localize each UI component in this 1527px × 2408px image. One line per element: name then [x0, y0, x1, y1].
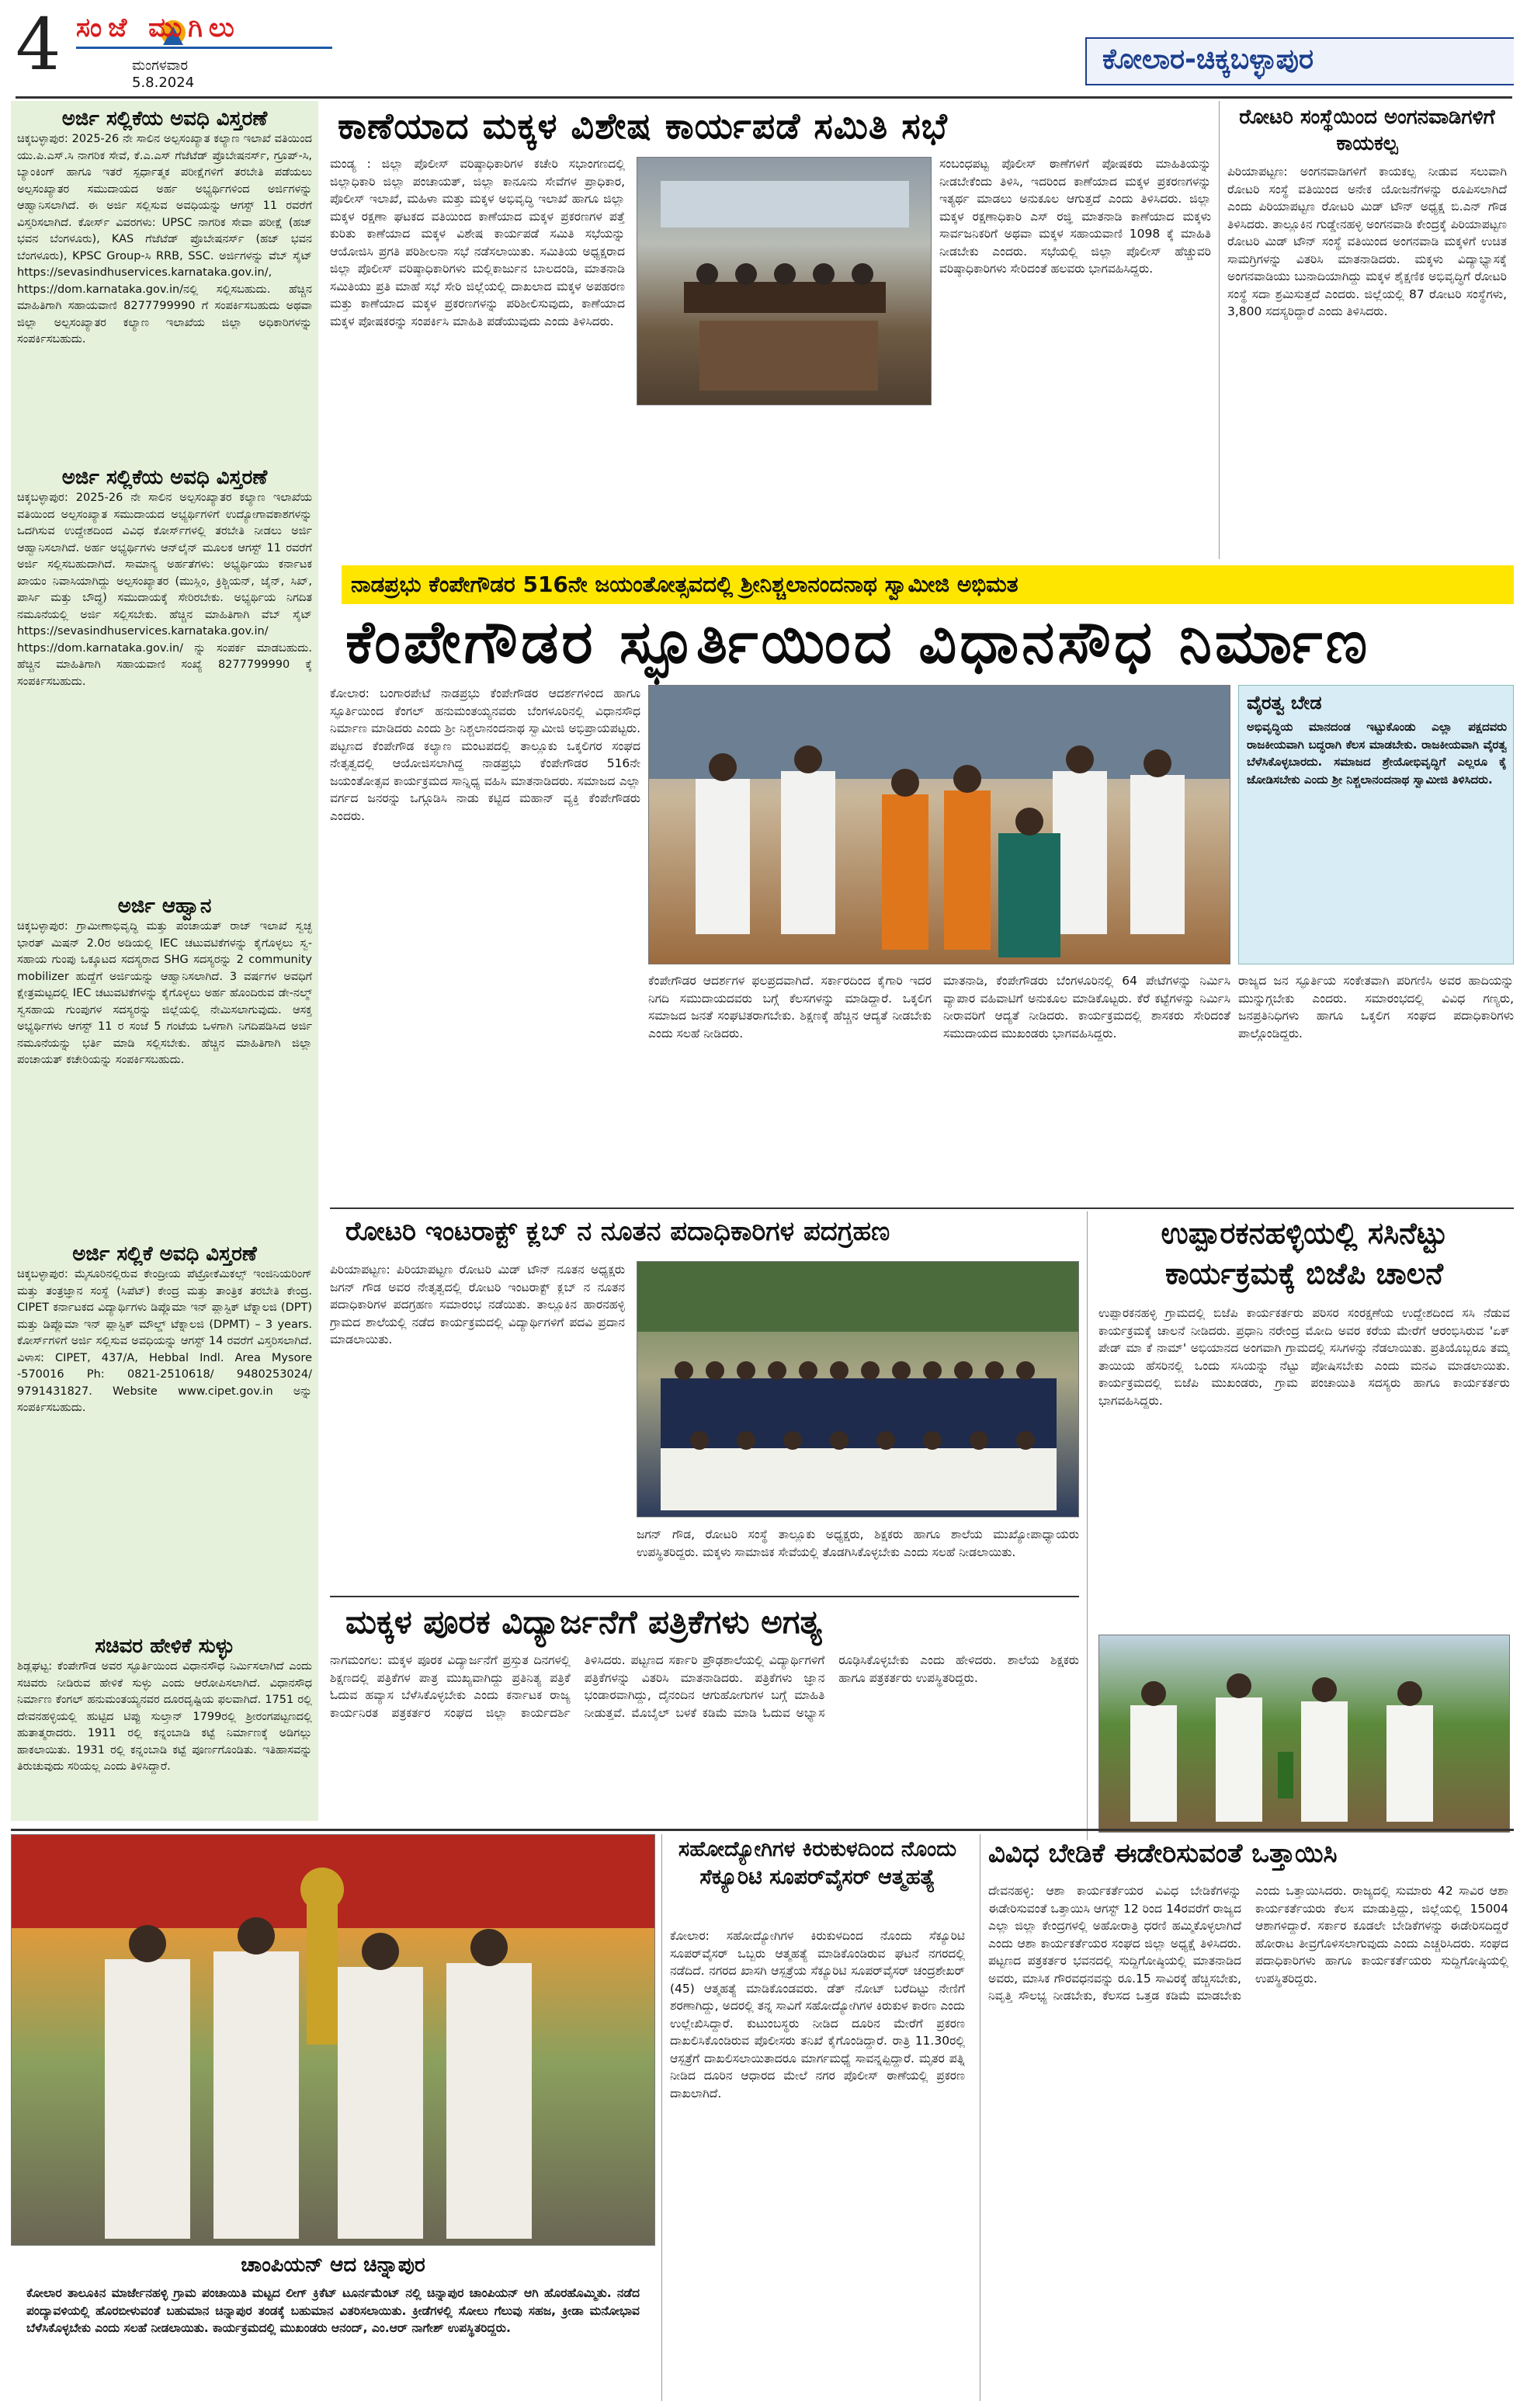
masthead [16, 6, 1514, 92]
story-body-right: ಮಾತನಾಡಿ, ಕೆಂಪೇಗೌಡರು ಬೆಂಗಳೂರಿನಲ್ಲಿ 64 ಪೇಟೆಗಳನ್ನು ನಿರ್ಮಿಸಿ ವ್ಯಾಪಾರ ವಹಿವಾಟಿಗೆ ಅನುಕೂಲ ಮಾಡಿಕೊಟ್ಟರು. ಕೆರೆ ಕಟ್ಟೆಗಳನ್ನು ನಿರ್ಮಿಸಿ ನೀರಾವರಿಗೆ ಆದ್ಯತೆ ನೀಡಿದರು. ಕಾರ್ಯಕ್ರಮದಲ್ಲಿ ಶಾಸಕರು ಸೇರಿದಂತೆ ಸಮುದಾಯದ ಮುಖಂಡರು ಭಾಗವಹಿಸಿದ್ದರು. [943, 974, 1230, 1041]
sidebar-briefs [11, 101, 318, 1821]
story-body-end: ರಾಜ್ಯದ ಜನ ಸ್ಫೂರ್ತಿಯ ಸಂಕೇತವಾಗಿ ಪರಿಗಣಿಸಿ ಅವರ ಹಾದಿಯನ್ನು ಮುನ್ನುಗ್ಗಬೇಕು ಎಂದರು. ಸಮಾರಂಭದಲ್ಲಿ ವಿವಿಧ ಗಣ್ಯರು, ಜನಪ್ರತಿನಿಧಿಗಳು ಹಾಗೂ ಒಕ್ಕಲಿಗ ಸಂಘದ ಪದಾಧಿಕಾರಿಗಳು ಪಾಲ್ಗೊಂಡಿದ್ದರು. [1238, 974, 1514, 1041]
interact-club-photo [637, 1261, 1079, 1517]
brief-body: ಚಿಕ್ಕಬಳ್ಳಾಪುರ: ಗ್ರಾಮೀಣಾಭಿವೃದ್ಧಿ ಮತ್ತು ಪಂಚಾಯತ್ ರಾಜ್ ಇಲಾಖೆ ಸ್ವಚ್ಛ ಭಾರತ್ ಮಿಷನ್ 2.0ರ ಅಡಿಯಲ್ಲಿ IEC ಚಟುವಟಿಕೆಗಳನ್ನು ಕೈಗೊಳ್ಳಲು ಸ್ವ-ಸಹಾಯ ಗುಂಪು ಒಕ್ಕೂಟದ ಸದಸ್ಯರಾದ SHG ಸದಸ್ಯರನ್ನು 2 community mobilizer ಹುದ್ದೆಗೆ ಅರ್ಜಿಯನ್ನು ಆಹ್ವಾನಿಸಲಾಗಿದೆ. 3 ವರ್ಷಗಳ ಅವಧಿಗೆ ಕ್ಷೇತ್ರಮಟ್ಟದಲ್ಲಿ IEC ಚಟುವಟಿಕೆಗಳನ್ನು ಕೈಗೊಳ್ಳಲು ಅರ್ಹ ಹೊಂದಿರುವ ಡೇ-ನಲ್ಮ್ ಸ್ವಸಹಾಯ ಗುಂಪುಗಳ ಸದಸ್ಯರನ್ನು ಜಿಲ್ಲೆಯಲ್ಲಿ ನೇಮಿಸಲಾಗುವುದು. ಆಸಕ್ತ ಅಭ್ಯರ್ಥಿಗಳು ಆಗಸ್ಟ್ 11 ರ ಸಂಜೆ 5 ಗಂಟೆಯ ಒಳಗಾಗಿ ನಿಗದಿಪಡಿಸಿದ ಅರ್ಜಿ ನಮೂನೆಯನ್ನು ಭರ್ತಿ ಮಾಡಿ ಸಲ್ಲಿಸಬೇಕು. ಹೆಚ್ಚಿನ ಮಾಹಿತಿಗಾಗಿ ಜಿಲ್ಲಾ ಪಂಚಾಯತ್ ಕಚೇರಿಯನ್ನು ಸಂಪರ್ಕಿಸಬಹುದು. [17, 920, 312, 1066]
highlight-bar: ನಾಡಪ್ರಭು ಕೆಂಪೇಗೌಡರ 516ನೇ ಜಯಂತೋತ್ಸವದಲ್ಲಿ ಶ್ರೀನಿಶ್ಚಲಾನಂದನಾಥ ಸ್ವಾಮೀಜಿ ಅಭಿಮತ [342, 565, 1514, 604]
brief-4 [17, 1242, 312, 1631]
headline: ಮಕ್ಕಳ ಪೂರಕ ವಿದ್ಯಾರ್ಜನೆಗೆ ಪತ್ರಿಕೆಗಳು ಅಗತ್ಯ [345, 1603, 822, 1641]
masthead-day: ಮಂಗಳವಾರ [132, 57, 189, 74]
headline: ಸಹೋದ್ಯೋಗಿಗಳ ಕಿರುಕುಳದಿಂದ ನೊಂದು ಸೆಕ್ಯೂರಿಟಿ ಸೂಪರ್‌ವೈಸರ್ ಆತ್ಮಹತ್ಯೆ [678, 1837, 957, 1889]
story-body-mid: ಕೆಂಪೇಗೌಡರ ಆದರ್ಶಗಳ ಫಲಪ್ರದವಾಗಿದೆ. ಸರ್ಕಾರದಿಂದ ಕೈಗಾರಿ ಇದರ ನಿಗದಿ ಸಮುದಾಯದವರು ಬಗ್ಗೆ ಕೆಲಸಗಳನ್ನು ಮಾಡಿದ್ದಾರೆ. ಒಕ್ಕಲಿಗ ಸಮಾಜದ ಜನತೆ ಸಂಘಟಿತರಾಗಬೇಕು. ಶಿಕ್ಷಣಕ್ಕೆ ಹೆಚ್ಚಿನ ಆದ್ಯತೆ ನೀಡಬೇಕು ಎಂದು ಸಲಹೆ ನೀಡಿದರು. [648, 974, 932, 1041]
page-number: 4 [16, 6, 61, 86]
story-rotary-anganwadi [1219, 101, 1514, 559]
cricket-trophy-photo [11, 1834, 655, 2246]
group-photo-image [637, 1262, 1079, 1517]
sidebar-box-no-enmity [1238, 685, 1514, 964]
headline: ವಿವಿಧ ಬೇಡಿಕೆ ಈಡೇರಿಸುವಂತೆ ಒತ್ತಾಯಿಸಿ [988, 1838, 1338, 1869]
masthead-logo [76, 11, 340, 57]
story-body: ಪಿರಿಯಾಪಟ್ಟಣ: ಪಿರಿಯಾಪಟ್ಟಣ ರೋಟರಿ ಮಿಡ್ ಟೌನ್ ನೂತನ ಅಧ್ಯಕ್ಷರು ಜಗನ್ ಗೌಡ ಅವರ ನೇತೃತ್ವದಲ್ಲಿ ರೋಟರಿ ಇಂಟರಾಕ್ಟ್ ಕ್ಲಬ್ ನ ನೂತನ ಪದಾಧಿಕಾರಿಗಳ ಪದಗ್ರಹಣ ಸಮಾರಂಭ ನಡೆಯಿತು. ತಾಲ್ಲೂಕಿನ ಹಾರನಹಳ್ಳಿ ಗ್ರಾಮದ ಶಾಲೆಯಲ್ಲಿ ನಡೆದ ಕಾರ್ಯಕ್ರಮದಲ್ಲಿ ವಿದ್ಯಾರ್ಥಿಗಳಿಗೆ ಪದವಿ ಪ್ರದಾನ ಮಾಡಲಾಯಿತು. [330, 1263, 625, 1346]
headline: ರೋಟರಿ ಇಂಟರಾಕ್ಟ್ ಕ್ಲಬ್ ನ ನೂತನ ಪದಾಧಿಕಾರಿಗಳ ಪದಗ್ರಹಣ [345, 1216, 890, 1247]
story-body: ನಾಗಮಂಗಲ: ಮಕ್ಕಳ ಪೂರಕ ವಿದ್ಯಾರ್ಜನೆಗೆ ಪ್ರಸ್ತುತ ದಿನಗಳಲ್ಲಿ ಶಿಕ್ಷಣದಲ್ಲಿ ಪತ್ರಿಕೆಗಳ ಪಾತ್ರ ಮುಖ್ಯವಾಗಿದ್ದು ಪ್ರತಿನಿತ್ಯ ಪತ್ರಿಕೆ ಓದುವ ಹವ್ಯಾಸ ಬೆಳೆಸಿಕೊಳ್ಳಬೇಕು ಎಂದು ಕರ್ನಾಟಕ ರಾಜ್ಯ ಕಾರ್ಯನಿರತ ಪತ್ರಕರ್ತರ ಸಂಘದ ಜಿಲ್ಲಾ ಕಾರ್ಯದರ್ಶಿ ತಿಳಿಸಿದರು. ಪಟ್ಟಣದ ಸರ್ಕಾರಿ ಪ್ರೌಢಶಾಲೆಯಲ್ಲಿ ವಿದ್ಯಾರ್ಥಿಗಳಿಗೆ ಪತ್ರಿಕೆಗಳನ್ನು ವಿತರಿಸಿ ಮಾತನಾಡಿದರು. ಪತ್ರಿಕೆಗಳು ಜ್ಞಾನ ಭಂಡಾರವಾಗಿದ್ದು, ದೈನಂದಿನ ಆಗುಹೋಗುಗಳ ಬಗ್ಗೆ ಮಾಹಿತಿ ನೀಡುತ್ತವೆ. ಮೊಬೈಲ್ ಬಳಕೆ ಕಡಿಮೆ ಮಾಡಿ ಓದುವ ಅಭ್ಯಾಸ ರೂಢಿಸಿಕೊಳ್ಳಬೇಕು ಎಂದು ಹೇಳಿದರು. ಶಾಲೆಯ ಶಿಕ್ಷಕರು ಹಾಗೂ ಪತ್ರಕರ್ತರು ಉಪಸ್ಥಿತರಿದ್ದರು. [330, 1653, 1079, 1720]
masthead-rule [16, 96, 1512, 99]
story-security-supervisor [661, 1834, 972, 2401]
logo-text: ಸಂಜೆ ಮುಗಿಲು [76, 12, 241, 43]
brief-body: ಚಿಕ್ಕಬಳ್ಳಾಪುರ: ಮೈಸೂರಿನಲ್ಲಿರುವ ಕೇಂದ್ರೀಯ ಪೆಟ್ರೋಕೆಮಿಕಲ್ಸ್ ಇಂಜಿನಿಯರಿಂಗ್ ಮತ್ತು ತಂತ್ರಜ್ಞಾನ ಸಂಸ್ಥೆ (ಸಿಪೆಟ್) ಕೇಂದ್ರ ಮತ್ತು ತಾಂತ್ರಿಕ ತರಬೇತಿ ಕೇಂದ್ರ. CIPET ಕರ್ನಾಟಕದ ವಿದ್ಯಾರ್ಥಿಗಳು ಡಿಪ್ಲೊಮಾ ಇನ್ ಪ್ಲಾಸ್ಟಿಕ್ ಟೆಕ್ನಾಲಜಿ (DPT) ಮತ್ತು ಡಿಪ್ಲೊಮಾ ಇನ್ ಪ್ಲಾಸ್ಟಿಕ್ ಮೌಲ್ಡ್ ಟೆಕ್ನಾಲಜಿ (DPMT) – 3 years. ಕೋರ್ಸ್‌ಗಳಿಗೆ ಅರ್ಜಿ ಸಲ್ಲಿಸುವ ಅವಧಿಯನ್ನು ಆಗಸ್ಟ್ 14 ರವರೆಗೆ ವಿಸ್ತರಿಸಲಾಗಿದೆ. ವಿಳಾಸ: CIPET, 437/A, Hebbal Indl. Area Mysore -570016 Ph: 0821-2510618/ 9480253024/ 9791431827. Website www.cipet.gov.in ಅನ್ನು ಸಂಪರ್ಕಿಸಬಹುದು. [17, 1268, 312, 1414]
brief-heading: ಅರ್ಜಿ ಆಹ್ವಾನ [117, 895, 212, 918]
brief-body: ಶಿಡ್ಲಘಟ್ಟ: ಕೆಂಪೇಗೌಡ ಅವರ ಸ್ಫೂರ್ತಿಯಿಂದ ವಿಧಾನಸೌಧ ನಿರ್ಮಿಸಲಾಗಿದೆ ಎಂದು ಸಚಿವರು ನೀಡಿರುವ ಹೇಳಿಕೆ ಸುಳ್ಳು ಎಂದು ಆರೋಪಿಸಲಾಗಿದೆ. ವಿಧಾನಸೌಧ ನಿರ್ಮಾಣ ಕೆಂಗಲ್ ಹನುಮಂತಯ್ಯನವರ ದೂರದೃಷ್ಟಿಯ ಫಲವಾಗಿದೆ. 1751 ರಲ್ಲಿ ದೇವನಹಳ್ಳಿಯಲ್ಲಿ ಹುಟ್ಟಿದ ಟಿಪ್ಪು ಸುಲ್ತಾನ್ 1799ರಲ್ಲಿ ಶ್ರೀರಂಗಪಟ್ಟಣದಲ್ಲಿ ಹುತಾತ್ಮರಾದರು. 1911 ರಲ್ಲಿ ಕನ್ನಂಬಾಡಿ ಕಟ್ಟೆ ನಿರ್ಮಾಣಕ್ಕೆ ಅಡಿಗಲ್ಲು ಹಾಕಲಾಯಿತು. 1931 ರಲ್ಲಿ ಕನ್ನಂಬಾಡಿ ಕಟ್ಟೆ ಪೂರ್ಣಗೊಂಡಿತು. ಇತಿಹಾಸವನ್ನು ತಿರುಚುವುದು ಸರಿಯಲ್ಲ ಎಂದು ತಿಳಿಸಿದ್ದಾರೆ. [17, 1660, 312, 1773]
brief-5 [17, 1635, 312, 1817]
brief-heading: ಅರ್ಜಿ ಸಲ್ಲಿಕೆಯ ಅವಧಿ ವಿಸ್ತರಣೆ [61, 466, 268, 489]
trophy-ceremony-image [12, 1835, 655, 2246]
event-photo-image [649, 686, 1230, 964]
brief-1 [17, 107, 312, 464]
story-body-continued: ಸಂಬಂಧಪಟ್ಟ ಪೊಲೀಸ್ ಠಾಣೆಗಳಿಗೆ ಪೋಷಕರು ಮಾಹಿತಿಯನ್ನು ನೀಡಬೇಕೆಂದು ತಿಳಿಸಿ, ಇದರಿಂದ ಕಾಣೆಯಾದ ಮಕ್ಕಳ ಪ್ರಕರಣಗಳನ್ನು ಇತ್ಯರ್ಥ ಮಾಡಲು ಅನುಕೂಲ ಆಗುತ್ತದೆ ಎಂದು ತಿಳಿಸಿದರು. ಜಿಲ್ಲಾ ಮಕ್ಕಳ ರಕ್ಷಣಾಧಿಕಾರಿ ಎಸ್ ರಜ್ಞಿ ಮಾತನಾಡಿ ಕಾಣೆಯಾದ ಮಕ್ಕಳು ಸಾರ್ವಜನಿಕರಿಗೆ ಅಥವಾ ಮಕ್ಕಳ ಸಹಾಯವಾಣಿ 1098 ಕ್ಕೆ ಮಾಹಿತಿ ನೀಡಬೇಕು ಎಂದರು. ಸಭೆಯಲ್ಲಿ ಜಿಲ್ಲಾ ಪೊಲೀಸ್ ಹೆಚ್ಚುವರಿ ವರಿಷ್ಠಾಧಿಕಾರಿಗಳು ಸೇರಿದಂತೆ ಹಲವರು ಭಾಗವಹಿಸಿದ್ದರು. [939, 157, 1211, 276]
lower-section-rule [11, 1829, 1514, 1831]
box-title: ವೈರತ್ವ ಬೇಡ [1247, 692, 1322, 714]
story-body: ಕೋಲಾರ: ಸಹೋದ್ಯೋಗಿಗಳ ಕಿರುಕುಳದಿಂದ ನೊಂದು ಸೆಕ್ಯೂರಿಟಿ ಸೂಪರ್‌ವೈಸರ್ ಒಬ್ಬರು ಆತ್ಮಹತ್ಯೆ ಮಾಡಿಕೊಂಡಿರುವ ಘಟನೆ ನಗರದಲ್ಲಿ ನಡೆದಿದೆ. ನಗರದ ಖಾಸಗಿ ಆಸ್ಪತ್ರೆಯ ಸೆಕ್ಯೂರಿಟಿ ಸೂಪರ್‌ವೈಸರ್ ಚಂದ್ರಶೇಖರ್ (45) ಆತ್ಮಹತ್ಯೆ ಮಾಡಿಕೊಂಡವರು. ಡೆತ್ ನೋಟ್ ಬರೆದಿಟ್ಟು ನೇಣಿಗೆ ಶರಣಾಗಿದ್ದು, ಅದರಲ್ಲಿ ತನ್ನ ಸಾವಿಗೆ ಸಹೋದ್ಯೋಗಿಗಳ ಕಿರುಕುಳ ಕಾರಣ ಎಂದು ಉಲ್ಲೇಖಿಸಿದ್ದಾರೆ. ಕುಟುಂಬಸ್ಥರು ನೀಡಿದ ದೂರಿನ ಮೇರೆಗೆ ಪ್ರಕರಣ ದಾಖಲಿಸಿಕೊಂಡಿರುವ ಪೊಲೀಸರು ತನಿಖೆ ಕೈಗೊಂಡಿದ್ದಾರೆ. ರಾತ್ರಿ 11.30ರಲ್ಲಿ ಆಸ್ಪತ್ರೆಗೆ ದಾಖಲಿಸಲಾಯಿತಾದರೂ ಮಾರ್ಗಮಧ್ಯೆ ಸಾವನ್ನಪ್ಪಿದ್ದಾರೆ. ಮೃತರ ಪತ್ನಿ ನೀಡಿದ ದೂರಿನ ಆಧಾರದ ಮೇಲೆ ನಗರ ಪೊಲೀಸ್ ಠಾಣೆಯಲ್ಲಿ ಪ್ರಕರಣ ದಾಖಲಾಗಿದೆ. [670, 1929, 965, 2100]
masthead-date: 5.8.2024 [132, 75, 195, 91]
plantation-image [1099, 1635, 1510, 1833]
story-body: ಪಿರಿಯಾಪಟ್ಟಣ: ಅಂಗನವಾಡಿಗಳಿಗೆ ಕಾಯಕಲ್ಪ ನೀಡುವ ಸಲುವಾಗಿ ರೋಟರಿ ಸಂಸ್ಥೆ ವತಿಯಿಂದ ಅನೇಕ ಯೋಜನೆಗಳನ್ನು ರೂಪಿಸಲಾಗಿದೆ ಎಂದು ಪಿರಿಯಾಪಟ್ಟಣ ರೋಟರಿ ಮಿಡ್ ಟೌನ್ ಅಧ್ಯಕ್ಷ ಬಿ.ಎನ್ ಗೌಡ ತಿಳಿಸಿದರು. ತಾಲ್ಲೂಕಿನ ಗುಡ್ಡೇನಹಳ್ಳಿ ಅಂಗನವಾಡಿ ಕೇಂದ್ರಕ್ಕೆ ಪಿರಿಯಾಪಟ್ಟಣ ರೋಟರಿ ಮಿಡ್ ಟೌನ್ ಸಂಸ್ಥೆ ವತಿಯಿಂದ ಅಂಗನವಾಡಿ ಮಕ್ಕಳಿಗೆ ಉಚಿತ ಸಾಮಗ್ರಿಗಳನ್ನು ವಿತರಿಸಿ ಮಾತನಾಡಿದರು. ಮಕ್ಕಳು ವಿದ್ಯಾಭ್ಯಾಸಕ್ಕೆ ಅಂಗನವಾಡಿಯು ಬುನಾದಿಯಾಗಿದ್ದು ಮಕ್ಕಳ ಶೈಕ್ಷಣಿಕ ಅಭಿವೃದ್ಧಿಗೆ ರೋಟರಿ ಸಂಸ್ಥೆ ಸದಾ ಶ್ರಮಿಸುತ್ತದೆ ಎಂದರು. ಜಿಲ್ಲೆಯಲ್ಲಿ 87 ರೋಟರಿ ಸಂಸ್ಥೆಗಳು, 3,800 ಸದಸ್ಯರಿದ್ದಾರೆ ಎಂದು ತಿಳಿಸಿದರು. [1227, 165, 1507, 318]
brief-3 [17, 895, 312, 1240]
section-rule [330, 1207, 1514, 1209]
plantation-photo [1098, 1635, 1510, 1833]
region-banner: ಕೋಲಾರ-ಚಿಕ್ಕಬಳ್ಳಾಪುರ [1085, 37, 1514, 85]
brief-heading: ಅರ್ಜಿ ಸಲ್ಲಿಕೆಯ ಅವಧಿ ವಿಸ್ತರಣೆ [61, 107, 268, 130]
brief-body: ಚಿಕ್ಕಬಳ್ಳಾಪುರ: 2025-26 ನೇ ಸಾಲಿನ ಅಲ್ಪಸಂಖ್ಯಾತ ಕಲ್ಯಾಣ ಇಲಾಖೆ ವತಿಯಿಂದ ಯು.ಪಿ.ಎಸ್.ಸಿ ನಾಗರಿಕ ಸೇವೆ, ಕೆ.ಎ.ಎಸ್ ಗೆಜೆಟೆಡ್ ಪ್ರೊಬೇಷನರ್ಸ್, ಗ್ರೂಪ್-ಸಿ, ಬ್ಯಾಂಕಿಂಗ್ ಹಾಗೂ ಇತರೆ ಸ್ಪರ್ಧಾತ್ಮಕ ಪರೀಕ್ಷೆಗಳಿಗೆ ತರಬೇತಿ ಪಡೆಯಲು ಅಲ್ಪಸಂಖ್ಯಾತರ ಸಮುದಾಯದ ಅರ್ಹ ಅಭ್ಯರ್ಥಿಗಳಿಂದ ಅರ್ಜಿಗಳನ್ನು ಆಹ್ವಾನಿಸಲಾಗಿದೆ. ಈ ಅರ್ಜಿ ಸಲ್ಲಿಸುವ ಅವಧಿಯನ್ನು ಆಗಸ್ಟ್ 11 ರವರೆಗೆ ವಿಸ್ತರಿಸಲಾಗಿದೆ. ಕೋರ್ಸ್ ವಿವರಗಳು: UPSC ನಾಗರಿಕ ಸೇವಾ ಪರೀಕ್ಷೆ (ಹಜ್ ಭವನ ಬೆಂಗಳೂರು), KAS ಗೆಜೆಟೆಡ್ ಪ್ರೊಬೇಷನರ್ಸ್ (ಹಜ್ ಭವನ ಬೆಂಗಳೂರು), KPSC Group-ಸಿ RRB, SSC. ಅರ್ಜಿಗಳನ್ನು ವೆಬ್ ಸೈಟ್ https://sevasindhuservices.karnataka.gov.in/, https://dom.karnataka.gov.in/ನಲ್ಲಿ ಸಲ್ಲಿಸಬಹುದು. ಹೆಚ್ಚಿನ ಮಾಹಿತಿಗಾಗಿ ಸಹಾಯವಾಣಿ 8277799990 ಗೆ ಸಂಪರ್ಕಿಸಬಹುದು ಅಥವಾ ಜಿಲ್ಲಾ ಅಲ್ಪಸಂಖ್ಯಾತರ ಕಲ್ಯಾಣ ಇಲಾಖೆಯ ಜಿಲ್ಲಾ ಅಧಿಕಾರಿಗಳನ್ನು ಸಂಪರ್ಕಿಸಬಹುದು. [17, 133, 312, 346]
kempegowda-event-photo [648, 685, 1230, 964]
headline: ರೋಟರಿ ಸಂಸ್ಥೆಯಿಂದ ಅಂಗನವಾಡಿಗಳಿಗೆ ಕಾಯಕಲ್ಪ [1239, 106, 1495, 155]
story-body: ದೇವನಹಳ್ಳಿ: ಆಶಾ ಕಾರ್ಯಕರ್ತೆಯರ ವಿವಿಧ ಬೇಡಿಕೆಗಳನ್ನು ಈಡೇರಿಸುವಂತೆ ಒತ್ತಾಯಿಸಿ ಆಗಸ್ಟ್ 12 ರಿಂದ 14ರವರೆಗೆ ರಾಜ್ಯದ ಎಲ್ಲಾ ಜಿಲ್ಲಾ ಕೇಂದ್ರಗಳಲ್ಲಿ ಅಹೋರಾತ್ರಿ ಧರಣಿ ಹಮ್ಮಿಕೊಳ್ಳಲಾಗಿದೆ ಎಂದು ಆಶಾ ಕಾರ್ಯಕರ್ತೆಯರ ಸಂಘದ ಜಿಲ್ಲಾ ಅಧ್ಯಕ್ಷೆ ತಿಳಿಸಿದರು. ಪಟ್ಟಣದ ಪತ್ರಕರ್ತರ ಭವನದಲ್ಲಿ ಸುದ್ದಿಗೋಷ್ಠಿಯಲ್ಲಿ ಮಾತನಾಡಿದ ಅವರು, ಮಾಸಿಕ ಗೌರವಧನವನ್ನು ರೂ.15 ಸಾವಿರಕ್ಕೆ ಹೆಚ್ಚಿಸಬೇಕು, ನಿವೃತ್ತಿ ಸೌಲಭ್ಯ ನೀಡಬೇಕು, ಕೆಲಸದ ಒತ್ತಡ ಕಡಿಮೆ ಮಾಡಬೇಕು ಎಂದು ಒತ್ತಾಯಿಸಿದರು. ರಾಜ್ಯದಲ್ಲಿ ಸುಮಾರು 42 ಸಾವಿರ ಆಶಾ ಕಾರ್ಯಕರ್ತೆಯರು ಕೆಲಸ ಮಾಡುತ್ತಿದ್ದು, ಜಿಲ್ಲೆಯಲ್ಲಿ 15004 ಆಶಾಗಳಿದ್ದಾರೆ. ಸರ್ಕಾರ ಕೂಡಲೇ ಬೇಡಿಕೆಗಳನ್ನು ಈಡೇರಿಸದಿದ್ದರೆ ಹೋರಾಟ ತೀವ್ರಗೊಳಿಸಲಾಗುವುದು ಎಂದು ಎಚ್ಚರಿಸಿದರು. ಸಂಘದ ಪದಾಧಿಕಾರಿಗಳು ಹಾಗೂ ಕಾರ್ಯಕರ್ತೆಯರು ಸುದ್ದಿಗೋಷ್ಠಿಯಲ್ಲಿ ಉಪಸ್ಥಿತರಿದ್ದರು. [988, 1884, 1508, 2003]
meeting-photo [637, 157, 932, 405]
story-missing-children [330, 101, 1211, 559]
story-newspapers-for-students [330, 1596, 1079, 1821]
box-body: ಅಭಿವೃದ್ಧಿಯ ಮಾನದಂಡ ಇಟ್ಟುಕೊಂಡು ಎಲ್ಲಾ ಪಕ್ಷದವರು ರಾಜಕೀಯವಾಗಿ ಬದ್ಧರಾಗಿ ಕೆಲಸ ಮಾಡಬೇಕು. ರಾಜಕೀಯವಾಗಿ ವೈರತ್ವ ಬೆಳೆಸಿಕೊಳ್ಳಬಾರದು. ಸಮಾಜದ ಶ್ರೇಯೋಭಿವೃದ್ಧಿಗೆ ಎಲ್ಲರೂ ಕೈ ಜೋಡಿಸಬೇಕು ಎಂದು ಶ್ರೀ ನಿಶ್ಚಲಾನಂದನಾಥ ಸ್ವಾಮೀಜಿ ತಿಳಿಸಿದರು. [1247, 720, 1507, 787]
headline: ಉಪ್ಪಾರಕನಹಳ್ಳಿಯಲ್ಲಿ ಸಸಿನೆಟ್ಟು ಕಾರ್ಯಕ್ರಮಕ್ಕೆ ಬಿಜೆಪಿ ಚಾಲನೆ [1161, 1216, 1448, 1291]
story-body: ಉಪ್ಪಾರಕನಹಳ್ಳಿ ಗ್ರಾಮದಲ್ಲಿ ಬಿಜೆಪಿ ಕಾರ್ಯಕರ್ತರು ಪರಿಸರ ಸಂರಕ್ಷಣೆಯ ಉದ್ದೇಶದಿಂದ ಸಸಿ ನೆಡುವ ಕಾರ್ಯಕ್ರಮಕ್ಕೆ ಚಾಲನೆ ನೀಡಿದರು. ಪ್ರಧಾನಿ ನರೇಂದ್ರ ಮೋದಿ ಅವರ ಕರೆಯ ಮೇರೆಗೆ ಆರಂಭಿಸಿರುವ 'ಏಕ್ ಪೇಡ್ ಮಾ ಕೆ ನಾಮ್' ಅಭಿಯಾನದ ಅಂಗವಾಗಿ ಗ್ರಾಮದಲ್ಲಿ ಸಸಿಗಳನ್ನು ನೆಡಲಾಯಿತು. ಪ್ರತಿಯೊಬ್ಬರೂ ತಮ್ಮ ತಾಯಿಯ ಹೆಸರಿನಲ್ಲಿ ಒಂದು ಸಸಿಯನ್ನು ನೆಟ್ಟು ಪೋಷಿಸಬೇಕು ಎಂದು ಮನವಿ ಮಾಡಲಾಯಿತು. ಕಾರ್ಯಕ್ರಮದಲ್ಲಿ ಬಿಜೆಪಿ ಮುಖಂಡರು, ಗ್ರಾಮ ಪಂಚಾಯಿತಿ ಸದಸ್ಯರು ಹಾಗೂ ಕಾರ್ಯಕರ್ತರು ಭಾಗವಹಿಸಿದ್ದರು. [1098, 1306, 1510, 1408]
story-cricket-champions [11, 1834, 655, 2401]
caption-body: ಕೋಲಾರ ತಾಲೂಕಿನ ಮಾರ್ಜೇನಹಳ್ಳಿ ಗ್ರಾಮ ಪಂಚಾಯಿತಿ ಮಟ್ಟದ ಲೀಗ್ ಕ್ರಿಕೆಟ್ ಟೂರ್ನಮೆಂಟ್ ನಲ್ಲಿ ಚಿನ್ನಾಪುರ ಚಾಂಪಿಯನ್ ಆಗಿ ಹೊರಹೊಮ್ಮಿತು. ನಡೆದ ಪಂದ್ಯಾವಳಿಯಲ್ಲಿ ಹೊರಬೀಳುವಂತೆ ಬಹುಮಾನ ಚಿನ್ನಾಪುರ ತಂಡಕ್ಕೆ ಬಹುಮಾನ ವಿತರಿಸಲಾಯಿತು. ಕ್ರೀಡೆಗಳಲ್ಲಿ ಸೋಲು ಗೆಲುವು ಸಹಜ, ಕ್ರೀಡಾ ಮನೋಭಾವ ಬೆಳೆಸಿಕೊಳ್ಳಬೇಕು ಎಂದು ಸಲಹೆ ನೀಡಲಾಯಿತು. ಕಾರ್ಯಕ್ರಮದಲ್ಲಿ ಮುಖಂಡರು ಆನಂದ್, ಎಂ.ಆರ್ ನಾಗೇಶ್ ಉಪಸ್ಥಿತರಿದ್ದರು. [26, 2286, 640, 2335]
story-body-continued: ಜಗನ್ ಗೌಡ, ರೋಟರಿ ಸಂಸ್ಥೆ ತಾಲ್ಲೂಕು ಅಧ್ಯಕ್ಷರು, ಶಿಕ್ಷಕರು ಹಾಗೂ ಶಾಲೆಯ ಮುಖ್ಯೋಪಾಧ್ಯಾಯರು ಉಪಸ್ಥಿತರಿದ್ದರು. ಮಕ್ಕಳು ಸಾಮಾಜಿಕ ಸೇವೆಯಲ್ಲಿ ತೊಡಗಿಸಿಕೊಳ್ಳಬೇಕು ಎಂದು ಸಲಹೆ ನೀಡಲಾಯಿತು. [637, 1527, 1079, 1559]
story-bjp-plantation [1087, 1211, 1514, 1840]
meeting-room-image [637, 158, 932, 405]
story-kempegowda [330, 607, 1514, 1205]
headline: ಕೆಂಪೇಗೌಡರ ಸ್ಫೂರ್ತಿಯಿಂದ ವಿಧಾನಸೌಧ ನಿರ್ಮಾಣ [345, 607, 1371, 676]
brief-body: ಚಿಕ್ಕಬಳ್ಳಾಪುರ: 2025-26 ನೇ ಸಾಲಿನ ಅಲ್ಪಸಂಖ್ಯಾತರ ಕಲ್ಯಾಣ ಇಲಾಖೆಯ ವತಿಯಿಂದ ಅಲ್ಪಸಂಖ್ಯಾತ ಸಮುದಾಯದ ಅಭ್ಯರ್ಥಿಗಳಿಗೆ ಉದ್ಯೋಗಾವಕಾಶಗಳನ್ನು ಒದಗಿಸುವ ಉದ್ದೇಶದಿಂದ ವಿವಿಧ ಕೋರ್ಸ್‌ಗಳಲ್ಲಿ ತರಬೇತಿ ನೀಡಲು ಅರ್ಜಿ ಆಹ್ವಾನಿಸಲಾಗಿದೆ. ಅರ್ಹ ಅಭ್ಯರ್ಥಿಗಳು ಆನ್‌ಲೈನ್ ಮೂಲಕ ಆಗಸ್ಟ್ 11 ರವರೆಗೆ ಅರ್ಜಿ ಸಲ್ಲಿಸಬಹುದಾಗಿದೆ. ಸಾಮಾನ್ಯ ಅರ್ಹತೆಗಳು: ಅಭ್ಯರ್ಥಿಯು ಕರ್ನಾಟಕ ಖಾಯಂ ನಿವಾಸಿಯಾಗಿದ್ದು ಅಲ್ಪಸಂಖ್ಯಾತರ (ಮುಸ್ಲಿಂ, ಕ್ರಿಶ್ಚಿಯನ್, ಜೈನ್, ಸಿಖ್, ಪಾರ್ಸಿ ಮತ್ತು ಬೌದ್ಧ) ಸಮುದಾಯಕ್ಕೆ ಸೇರಿರಬೇಕು. ಅಭ್ಯರ್ಥಿಯ ನಿಗದಿತ ನಮೂನೆಯಲ್ಲಿ ಅರ್ಜಿ ಸಲ್ಲಿಸಬೇಕು. ಹೆಚ್ಚಿನ ಮಾಹಿತಿಗಾಗಿ ವೆಬ್ ಸೈಟ್ https://sevasindhuservices.karnataka.gov.in/ https://dom.karnataka.gov.in/ ನ್ನು ಸಂಪರ್ಕ ಮಾಡಬಹುದು. ಹೆಚ್ಚಿನ ಮಾಹಿತಿಗಾಗಿ ಸಹಾಯವಾಣಿ ಸಂಖ್ಯೆ 8277799990 ಕ್ಕೆ ಸಂಪರ್ಕಿಸಬಹುದು. [17, 492, 312, 688]
story-body: ಮಂಡ್ಯ : ಜಿಲ್ಲಾ ಪೊಲೀಸ್ ವರಿಷ್ಠಾಧಿಕಾರಿಗಳ ಕಚೇರಿ ಸಭಾಂಗಣದಲ್ಲಿ ಜಿಲ್ಲಾಧಿಕಾರಿ ಜಿಲ್ಲಾ ಪಂಚಾಯತ್, ಜಿಲ್ಲಾ ಕಾನೂನು ಸೇವೆಗಳ ಪ್ರಾಧಿಕಾರ, ಪೊಲೀಸ್ ಇಲಾಖೆ, ಮಹಿಳಾ ಮತ್ತು ಮಕ್ಕಳ ಅಭಿವೃದ್ಧಿ ಇಲಾಖೆ ಹಾಗೂ ಜಿಲ್ಲಾ ಮಕ್ಕಳ ರಕ್ಷಣಾ ಘಟಕದ ವತಿಯಿಂದ ಕಾಣೆಯಾದ ಮಕ್ಕಳ ಪ್ರಕರಣಗಳ ಪತ್ತೆ ಕುರಿತು ಕಾಣೆಯಾದ ಮಕ್ಕಳ ವಿಶೇಷ ಕಾರ್ಯಪಡೆ ಸಮಿತಿ ಸಭೆಯನ್ನು ಆಯೋಜಿಸಿ ಪ್ರಗತಿ ಪರಿಶೀಲನಾ ಸಭೆ ನಡೆಸಲಾಯಿತು. ಸಮಿತಿಯ ಅಧ್ಯಕ್ಷರಾದ ಜಿಲ್ಲಾ ಪೊಲೀಸ್ ವರಿಷ್ಠಾಧಿಕಾರಿಗಳು ಮಲ್ಲಿಕಾರ್ಜುನ ಬಾಲದಂಡಿ, ಮಾತನಾಡಿ ಸಮಿತಿಯು ಪ್ರತಿ ಮಾಹೆ ಸಭೆ ಸೇರಿ ಜಿಲ್ಲೆಯಲ್ಲಿ ದಾಖಲಾದ ಮಕ್ಕಳ ಅಪಹರಣ ಮತ್ತು ಕಾಣೆಯಾದ ಮಕ್ಕಳ ಪ್ರಕರಣಗಳನ್ನು ಪರಿಶೀಲಿಸುವುದು, ಕಾಣೆಯಾದ ಮಕ್ಕಳ ಪೋಷಕರನ್ನು ಸಂಪರ್ಕಿಸಿ ಮಾಹಿತಿ ಪಡೆಯುವುದು ಎಂದು ತಿಳಿಸಿದರು. [330, 157, 625, 328]
brief-2 [17, 466, 312, 893]
brief-heading: ಸಚಿವರ ಹೇಳಿಕೆ ಸುಳ್ಳು [95, 1635, 234, 1658]
caption-title: ಚಾಂಪಿಯನ್ ಆದ ಚಿನ್ನಾಪುರ [241, 2253, 425, 2277]
headline: ಕಾಣೆಯಾದ ಮಕ್ಕಳ ವಿಶೇಷ ಕಾರ್ಯಪಡೆ ಸಮಿತಿ ಸಭೆ [338, 105, 948, 147]
brief-heading: ಅರ್ಜಿ ಸಲ್ಲಿಕೆ ಅವಧಿ ವಿಸ್ತರಣೆ [72, 1242, 257, 1266]
story-body: ಕೋಲಾರ: ಬಂಗಾರಪೇಟೆ ನಾಡಪ್ರಭು ಕೆಂಪೇಗೌಡರ ಆದರ್ಶಗಳಿಂದ ಹಾಗೂ ಸ್ಫೂರ್ತಿಯಿಂದ ಕೆಂಗಲ್ ಹನುಮಂತಯ್ಯನವರು ಬೆಂಗಳೂರಿನಲ್ಲಿ ವಿಧಾನಸೌಧ ನಿರ್ಮಾಣ ಮಾಡಿದರು ಎಂದು ಶ್ರೀ ನಿಶ್ಚಲಾನಂದನಾಥ ಸ್ವಾಮೀಜಿ ಅಭಿಪ್ರಾಯಪಟ್ಟರು. ಪಟ್ಟಣದ ಕೆಂಪೇಗೌಡ ಕಲ್ಯಾಣ ಮಂಟಪದಲ್ಲಿ ತಾಲ್ಲೂಕು ಒಕ್ಕಲಿಗರ ಸಂಘದ ನೇತೃತ್ವದಲ್ಲಿ ಆಯೋಜಿಸಲಾಗಿದ್ದ ನಾಡಪ್ರಭು ಕೆಂಪೇಗೌಡರ 516ನೇ ಜಯಂತೋತ್ಸವ ಕಾರ್ಯಕ್ರಮದ ಸಾನ್ನಿಧ್ಯ ವಹಿಸಿ ಮಾತನಾಡಿದರು. ಸಮಾಜದ ಎಲ್ಲಾ ವರ್ಗದ ಜನರನ್ನು ಒಗ್ಗೂಡಿಸಿ ನಾಡು ಕಟ್ಟಿದ ಮಹಾನ್ ವ್ಯಕ್ತಿ ಕೆಂಪೇಗೌಡರು ಎಂದರು. [330, 686, 640, 823]
story-asha-demands [980, 1834, 1514, 2401]
